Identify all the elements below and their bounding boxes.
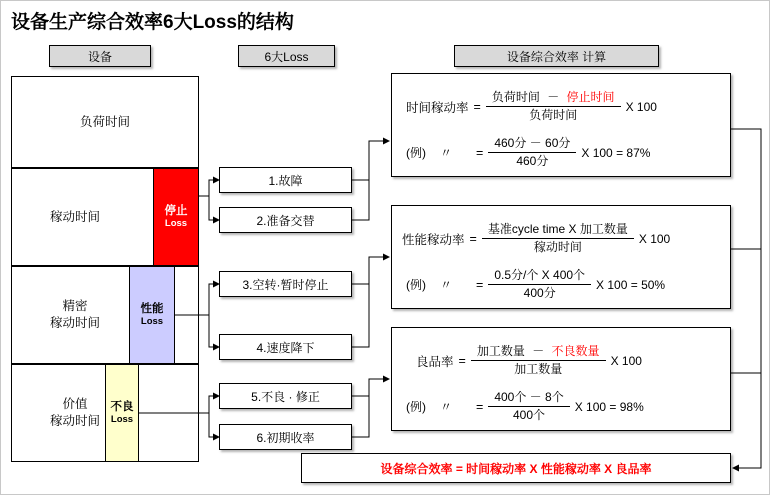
formula-2-example-equals: = [476,277,484,292]
formula-1-example-tail: X 100 = 87% [581,145,651,160]
formula-1-example-fraction [488,136,576,169]
formula-3-name: 良品率 [416,354,454,369]
loss-item-2-label: 2.准备交替 [256,213,315,228]
formula-2-numerator-a: 基准cycle time X 加工数量 [487,222,628,236]
loss-block-stop-word: 停止 [164,204,188,217]
formula-1-numerator-minus: － [547,90,560,104]
loss-block-performance-label: Loss [140,316,164,328]
loss-item-4-label: 4.速度降下 [256,340,315,355]
loss-item-5-label: 5.不良 · 修正 [251,389,320,404]
formula-3-example-label: (例) [406,400,426,414]
formula-3-example-numerator: 400个 － 8个 [494,390,564,404]
time-cell-operating-time-label: 稼动时间 [49,209,100,224]
formula-2-tail: X 100 [638,231,671,246]
formula-1-name: 时间稼动率 [406,100,469,115]
formula-3-denominator: 加工数量 [514,362,563,376]
header-equipment [49,45,151,67]
time-cell-net-operating-time-label-2: 稼动时间 [49,316,100,330]
loss-block-stop-label: Loss [164,218,188,230]
time-cell-load-time [11,76,199,168]
formula-1-example-denominator: 460分 [516,154,549,168]
formula-1-equals: = [473,99,481,114]
loss-block-defect-word: 不良 [110,400,134,413]
loss-item-1 [219,167,352,193]
formula-3-tail: X 100 [610,353,642,368]
formula-1-denominator: 负荷时间 [529,108,578,122]
header-six-loss [238,45,335,67]
formula-1-example-numerator: 460分 － 60分 [494,136,571,150]
formula-1-numerator-a: 负荷时间 [491,90,540,104]
header-oee-calc [454,45,659,67]
loss-item-2 [219,207,352,233]
summary-box [301,453,731,483]
formula-2-example-tail: X 100 = 50% [596,277,666,292]
loss-item-3 [219,271,352,297]
formula-box-quality [391,327,731,431]
formula-2-example-fraction [488,268,591,301]
time-cell-net-operating-time-label-1: 精密 [62,299,88,314]
loss-block-defect [105,364,139,462]
formula-2-example-mark: 〃 [440,278,453,292]
formula-3-example-mark: 〃 [440,400,453,414]
formula-1-numerator-b: 停止时间 [566,90,615,104]
formula-2-denominator: 稼动时间 [533,240,582,254]
formula-2-equals: = [469,231,477,246]
page-title: 设备生产综合效率6大Loss的结构 [11,12,294,33]
time-cell-valuable-operating-time-label-1: 价值 [62,397,88,412]
formula-1-fraction [486,90,621,123]
formula-3-numerator-b: 不良数量 [551,344,600,358]
time-cell-valuable-operating-time-label-2: 稼动时间 [49,414,100,428]
loss-item-5 [219,383,352,409]
formula-3-numerator-minus: － [532,344,545,358]
header-equipment-label: 设备 [87,49,112,64]
formula-3-example-fraction [488,390,569,423]
loss-block-performance [129,266,175,364]
formula-3-example-denominator: 400个 [513,408,546,422]
loss-item-6-label: 6.初期收率 [256,430,315,445]
header-oee-calc-label: 设备综合效率 计算 [506,49,607,64]
header-six-loss-label: 6大Loss [264,49,309,64]
formula-3-example-equals: = [476,399,484,414]
formula-3-example-tail: X 100 = 98% [574,399,644,414]
formula-3-fraction [471,344,606,377]
summary-text: 设备综合效率 = 时间稼动率 X 性能稼动率 X 良品率 [380,461,652,476]
formula-box-availability [391,73,731,177]
loss-block-defect-label: Loss [110,414,134,426]
formula-box-performance [391,205,731,309]
loss-item-3-label: 3.空转·暂时停止 [242,277,329,292]
time-cell-load-time-label: 负荷时间 [79,114,130,129]
formula-2-example-label: (例) [406,278,426,292]
formula-1-example-mark: 〃 [440,146,453,160]
formula-2-name: 性能稼动率 [402,232,465,247]
formula-2-fraction [482,222,634,255]
formula-1-example-equals: = [476,145,484,160]
formula-2-example-denominator: 400分 [523,286,556,300]
loss-item-1-label: 1.故障 [268,173,303,188]
formula-1-example-label: (例) [406,146,426,160]
formula-3-numerator-a: 加工数量 [476,344,525,358]
formula-3-equals: = [458,353,466,368]
loss-item-4 [219,334,352,360]
formula-2-example-numerator: 0.5分/个 X 400个 [494,268,586,282]
formula-1-tail: X 100 [625,99,657,114]
loss-block-performance-word: 性能 [140,302,164,315]
loss-item-6 [219,424,352,450]
loss-block-stop [153,168,199,266]
